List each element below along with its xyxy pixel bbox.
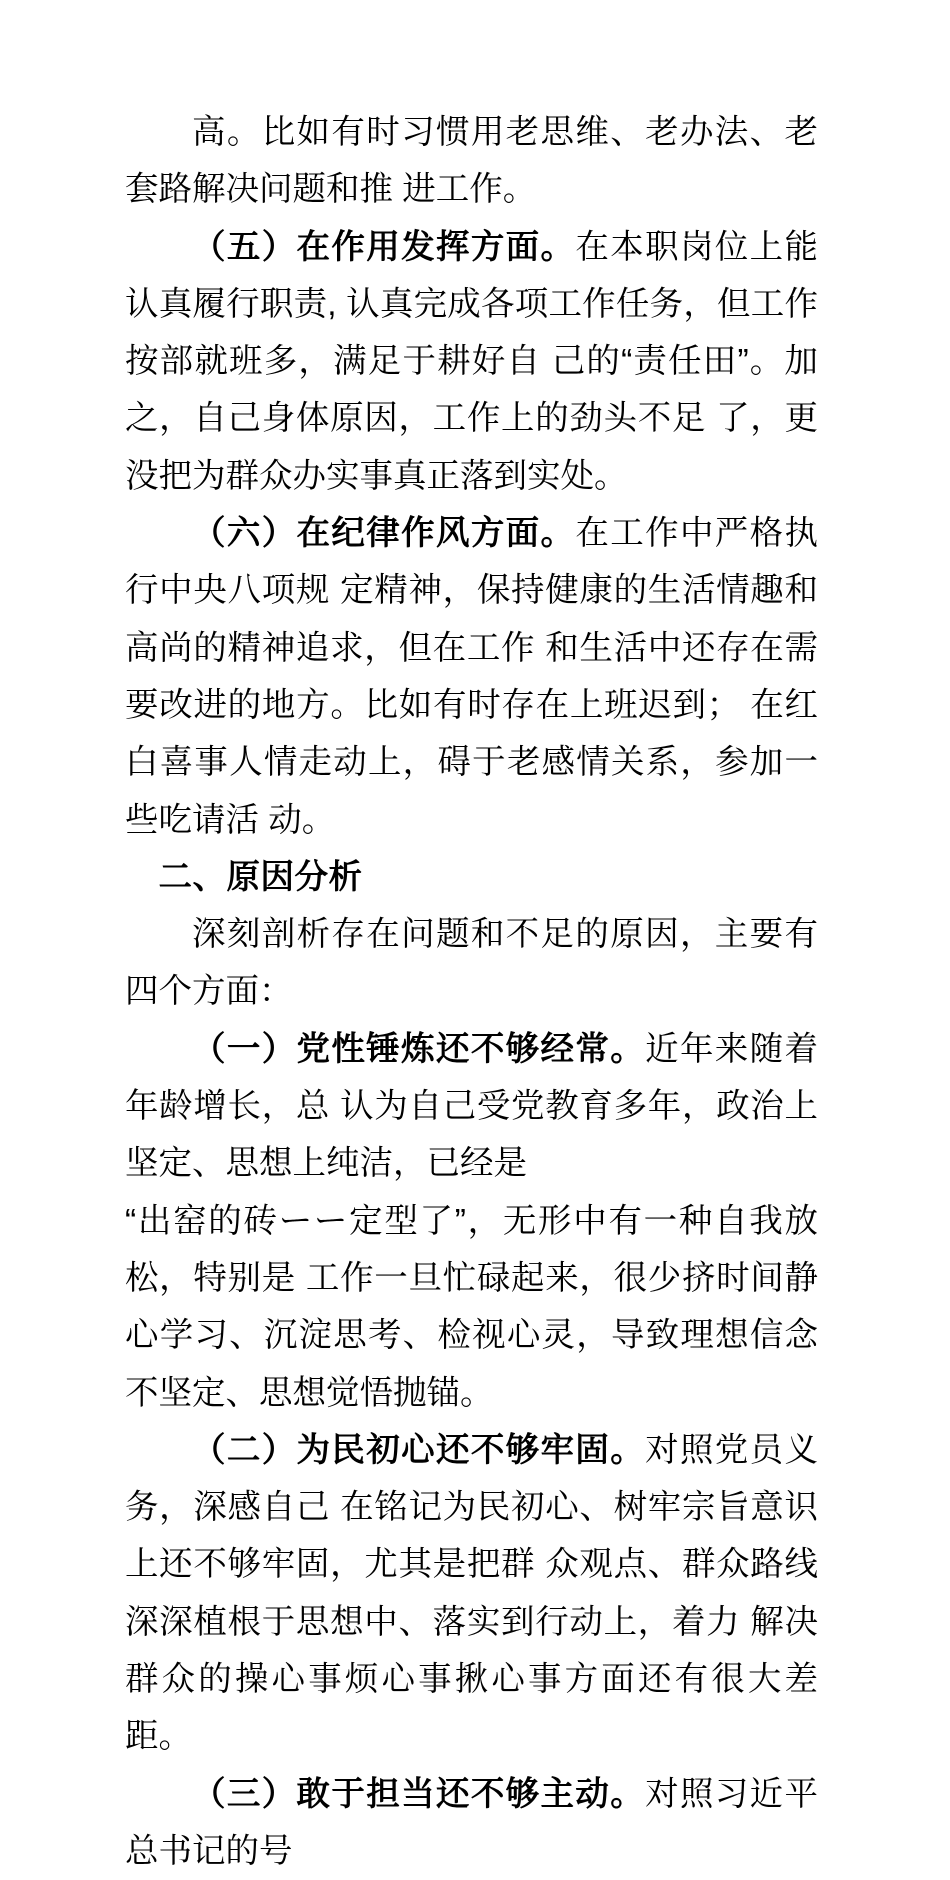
paragraph-text: 对照党员义务，深感自己 在铭记为民初心、树牢宗旨意识上还不够牢固，尤其是把群 众观点、群众路线深深植根于思想中、落实到行动上，着力 解决群众的操心事烦心事揪心事方面还有很大差距。: [125, 1431, 819, 1756]
paragraph-text: 近年来随着年龄增长，总 认为自己受党教育多年，政治上坚定、思想上纯洁，已经是: [125, 1030, 819, 1183]
paragraph-text: 在本职岗位上能认真履行职责, 认真完成各项工作任务，但工作按部就班多，满足于耕好自 己的“责任田”。加之，自己身体原因，工作上的劲头不足 了，更没把为群众办实事真正落到实处。: [125, 228, 819, 495]
paragraph-section-five: [125, 219, 818, 505]
paragraph-text: “出窑的砖ーー定型了”，无形中有一种自我放松，特别是 工作一旦忙碌起来，很少挤时间静心学习、沉淀思考、检视心灵，导致理想信念不坚定、思想觉悟抛锚。: [125, 1202, 818, 1412]
paragraph-section-six: [125, 505, 818, 849]
paragraph-text: 在工作中严格执行中央八项规 定精神，保持健康的生活情趣和高尚的精神追求，但在工作 和生活中还存在需要改进的地方。比如有时存在上班迟到； 在红白喜事人情走动上，碍于老感情关系，参加一些吃请活 动。: [125, 515, 819, 839]
paragraph-cause-three: [125, 1766, 818, 1880]
section-label-cause-one: （一）党性锤炼还不够经常。: [192, 1030, 646, 1068]
paragraph-cause-one-continued: [125, 1193, 818, 1422]
paragraph-cause-two: [125, 1422, 818, 1766]
paragraph-cause-one: [125, 1021, 818, 1193]
section-label-five: （五）在作用发挥方面。: [192, 228, 576, 266]
heading-cause-analysis: 二、原因分析: [158, 858, 363, 896]
section-label-cause-three: （三）敢于担当还不够主动。: [192, 1775, 646, 1813]
paragraph-cause-intro: [125, 906, 818, 1021]
paragraph-continued-gao: [125, 104, 818, 219]
paragraph-text: 高。比如有时习惯用老思维、老办法、老套路解决问题和推 进工作。: [125, 114, 818, 209]
section-label-six: （六）在纪律作风方面。: [192, 515, 576, 553]
section-label-cause-two: （二）为民初心还不够牢固。: [192, 1431, 646, 1469]
paragraph-text: 对照习近平总书记的号: [125, 1775, 819, 1870]
paragraph-text: 深刻剖析存在问题和不足的原因，主要有四个方面：: [125, 916, 818, 1011]
